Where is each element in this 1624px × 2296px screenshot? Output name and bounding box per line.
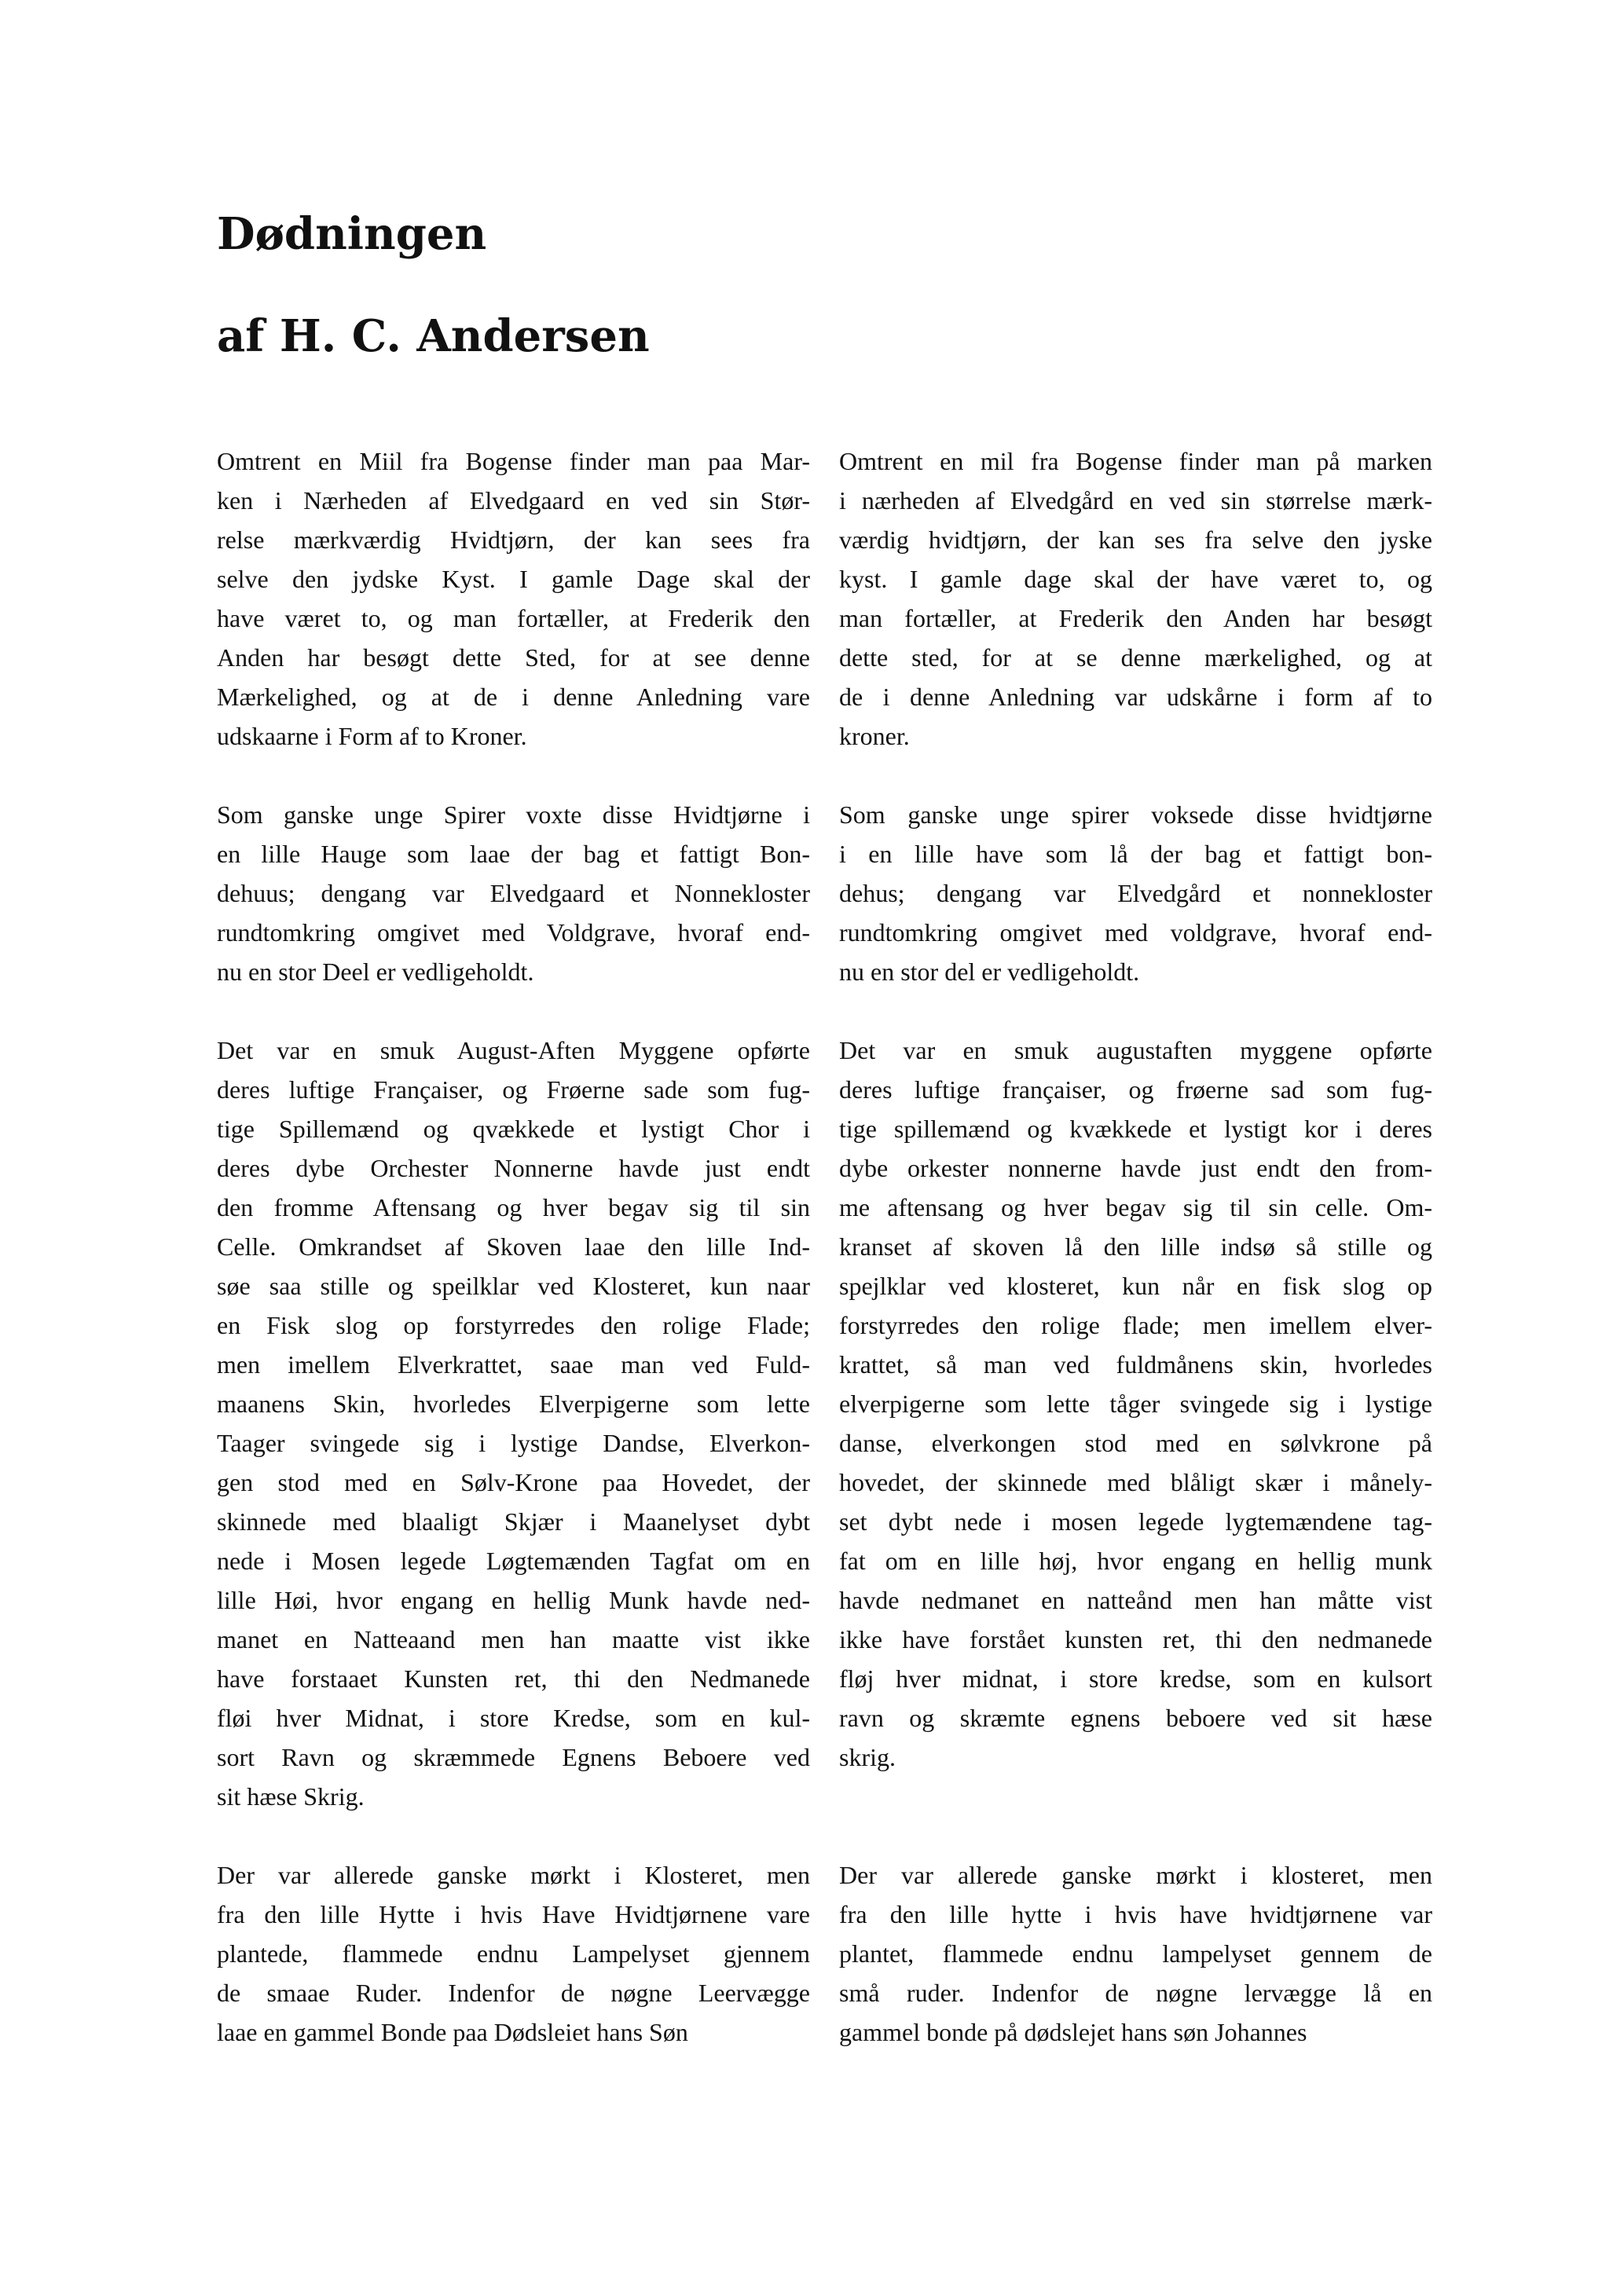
text-line: selve den jydske Kyst. I gamle Dage skal der: [217, 565, 810, 593]
left-paragraph-4: [217, 1855, 810, 2052]
text-line: have forstaaet Kunsten ret, thi den Nedmanede: [217, 1664, 810, 1693]
text-line: i nærheden af Elvedgård en ved sin størrelse mærk-: [839, 486, 1432, 514]
text-line: værdig hvidtjørn, der kan ses fra selve den jyske: [839, 525, 1432, 554]
text-line: dybe orkester nonnerne havde just endt den from-: [839, 1154, 1432, 1182]
text-line: en lille Hauge som laae der bag et fattigt Bon-: [217, 840, 810, 868]
text-line: kranset af skoven lå den lille indsø så stille og: [839, 1232, 1432, 1261]
text-line: man fortæller, at Frederik den Anden har besøgt: [839, 604, 1432, 632]
text-line: søe saa stille og speilklar ved Klosteret, kun naar: [217, 1272, 810, 1300]
text-line: Omtrent en Miil fra Bogense finder man paa Mar-: [217, 447, 810, 475]
text-line: tige Spillemænd og qvækkede et lystigt Chor i: [217, 1115, 810, 1143]
text-line: fløi hver Midnat, i store Kredse, som en kul-: [217, 1704, 810, 1732]
text-line: manet en Natteaand men han maatte vist ikke: [217, 1625, 810, 1653]
text-line: tige spillemænd og kvækkede et lystigt kor i deres: [839, 1115, 1432, 1143]
text-line: have været to, og man fortæller, at Frederik den: [217, 604, 810, 632]
text-line: hovedet, der skinnede med blåligt skær i månely-: [839, 1468, 1432, 1496]
author-line: af H. C. Andersen: [217, 310, 650, 362]
text-line: elverpigerne som lette tåger svingede sig i lystige: [839, 1390, 1432, 1418]
text-line: den fromme Aftensang og hver begav sig til sin: [217, 1193, 810, 1221]
text-line: gammel bonde på dødslejet hans søn Johannes: [839, 2018, 1307, 2046]
text-line: kyst. I gamle dage skal der have været to, og: [839, 565, 1432, 593]
text-line: set dybt nede i mosen legede lygtemændene tag-: [839, 1507, 1432, 1536]
text-line: deres luftige françaiser, og frøerne sad som fug-: [839, 1075, 1432, 1104]
text-line: nu en stor Deel er vedligeholdt.: [217, 958, 534, 986]
text-line: Som ganske unge spirer voksede disse hvidtjørne: [839, 800, 1432, 829]
text-line: fløj hver midnat, i store kredse, som en kulsort: [839, 1664, 1432, 1693]
text-line: ravn og skræmte egnens beboere ved sit hæse: [839, 1704, 1432, 1732]
text-line: de i denne Anledning var udskårne i form af to: [839, 683, 1432, 711]
text-line: Det var en smuk August-Aften Myggene opførte: [217, 1036, 810, 1064]
right-paragraph-1: [839, 441, 1432, 756]
text-line: Taager svingede sig i lystige Dandse, Elverkon-: [217, 1429, 810, 1457]
text-line: fra den lille Hytte i hvis Have Hvidtjørnene vare: [217, 1900, 810, 1928]
text-line: udskaarne i Form af to Kroner.: [217, 722, 527, 750]
text-line: ikke have forstået kunsten ret, thi den nedmanede: [839, 1625, 1432, 1653]
text-line: forstyrredes den rolige flade; men imellem elver-: [839, 1311, 1432, 1339]
text-line: Anden har besøgt dette Sted, for at see denne: [217, 643, 810, 672]
text-line: ken i Nærheden af Elvedgaard en ved sin Stør-: [217, 486, 810, 514]
text-line: sort Ravn og skræmmede Egnens Beboere ved: [217, 1743, 810, 1771]
text-line: plantet, flammede endnu lampelyset gennem de: [839, 1939, 1432, 1968]
text-line: maanens Skin, hvorledes Elverpigerne som lette: [217, 1390, 810, 1418]
text-line: skrig.: [839, 1743, 896, 1771]
text-line: Det var en smuk augustaften myggene opførte: [839, 1036, 1432, 1064]
text-line: rundtomkring omgivet med voldgrave, hvoraf end-: [839, 918, 1432, 947]
text-line: i en lille have som lå der bag et fattigt bon-: [839, 840, 1432, 868]
left-paragraph-3: [217, 1031, 810, 1816]
text-line: nede i Mosen legede Løgtemænden Tagfat om en: [217, 1547, 810, 1575]
right-paragraph-3: [839, 1031, 1432, 1777]
text-line: men imellem Elverkrattet, saae man ved Fuld-: [217, 1350, 810, 1379]
text-line: nu en stor del er vedligeholdt.: [839, 958, 1140, 986]
text-line: Mærkelighed, og at de i denne Anledning vare: [217, 683, 810, 711]
text-line: kroner.: [839, 722, 910, 750]
text-line: plantede, flammede endnu Lampelyset gjennem: [217, 1939, 810, 1968]
left-paragraph-2: [217, 795, 810, 991]
left-paragraph-1: [217, 441, 810, 756]
text-line: spejlklar ved klosteret, kun når en fisk slog op: [839, 1272, 1432, 1300]
text-line: Som ganske unge Spirer voxte disse Hvidtjørne i: [217, 800, 810, 829]
text-line: de smaae Ruder. Indenfor de nøgne Leervægge: [217, 1979, 810, 2007]
text-line: en Fisk slog op forstyrredes den rolige Flade;: [217, 1311, 810, 1339]
text-line: Der var allerede ganske mørkt i klosteret, men: [839, 1861, 1432, 1889]
right-paragraph-4: [839, 1855, 1432, 2052]
text-line: fra den lille hytte i hvis have hvidtjørnene var: [839, 1900, 1432, 1928]
text-line: gen stod med en Sølv-Krone paa Hovedet, der: [217, 1468, 810, 1496]
text-line: sit hæse Skrig.: [217, 1782, 365, 1811]
text-line: danse, elverkongen stod med en sølvkrone på: [839, 1429, 1432, 1457]
text-line: krattet, så man ved fuldmånens skin, hvorledes: [839, 1350, 1432, 1379]
right-paragraph-2: [839, 795, 1432, 991]
text-line: deres luftige Françaiser, og Frøerne sade som fug-: [217, 1075, 810, 1104]
text-line: rundtomkring omgivet med Voldgrave, hvoraf end-: [217, 918, 810, 947]
text-line: deres dybe Orchester Nonnerne havde just endt: [217, 1154, 810, 1182]
text-line: dette sted, for at se denne mærkelighed, og at: [839, 643, 1432, 672]
text-line: havde nedmanet en natteånd men han måtte vist: [839, 1586, 1432, 1614]
text-line: laae en gammel Bonde paa Dødsleiet hans Søn: [217, 2018, 688, 2046]
text-line: små ruder. Indenfor de nøgne lervægge lå en: [839, 1979, 1432, 2007]
text-line: Omtrent en mil fra Bogense finder man på marken: [839, 447, 1432, 475]
text-line: me aftensang og hver begav sig til sin celle. Om-: [839, 1193, 1432, 1221]
page-title: Dødningen: [217, 208, 487, 260]
text-line: skinnede med blaaligt Skjær i Maanelyset dybt: [217, 1507, 810, 1536]
text-line: dehuus; dengang var Elvedgaard et Nonnekloster: [217, 879, 810, 907]
text-line: Celle. Omkrandset af Skoven laae den lille Ind-: [217, 1232, 810, 1261]
text-line: dehus; dengang var Elvedgård et nonnekloster: [839, 879, 1432, 907]
text-line: Der var allerede ganske mørkt i Klosteret, men: [217, 1861, 810, 1889]
text-line: fat om en lille høj, hvor engang en hellig munk: [839, 1547, 1432, 1575]
text-line: relse mærkværdig Hvidtjørn, der kan sees fra: [217, 525, 810, 554]
text-line: lille Høi, hvor engang en hellig Munk havde ned-: [217, 1586, 810, 1614]
